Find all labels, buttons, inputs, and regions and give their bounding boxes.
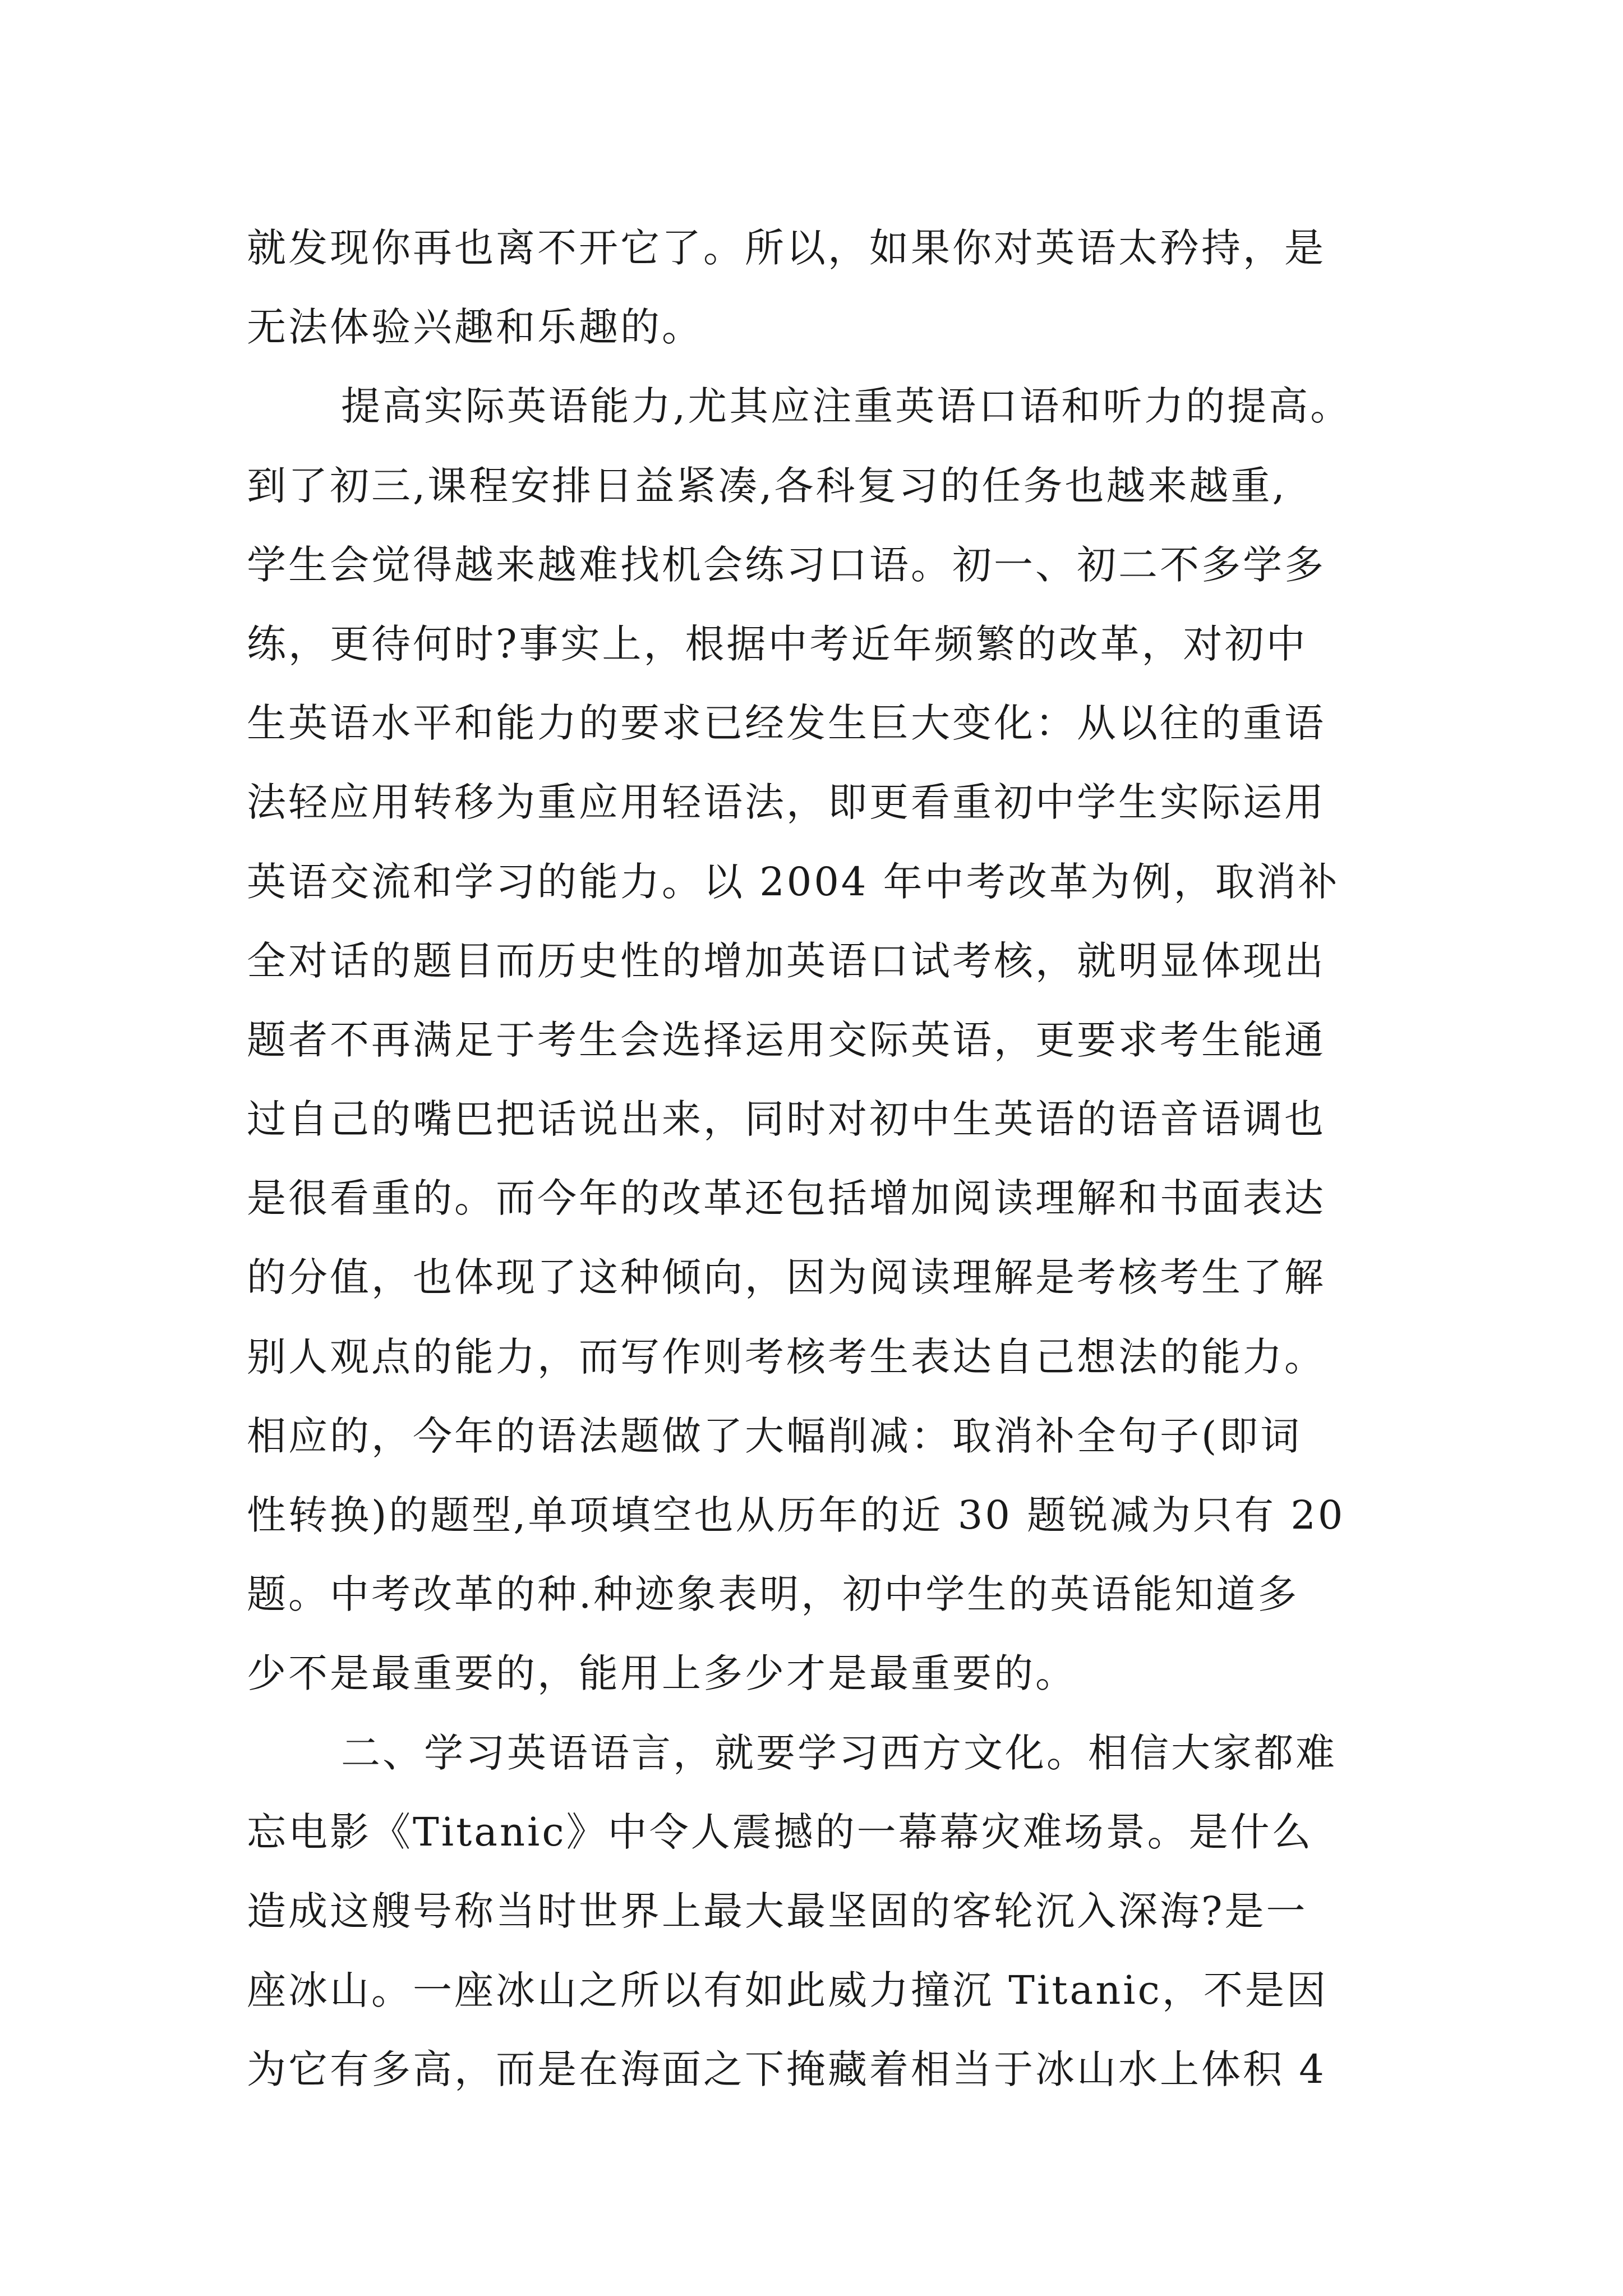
text-line: 过自己的嘴巴把话说出来，同时对初中生英语的语音语调也 bbox=[247, 1096, 1326, 1143]
text-line: 无法体验兴趣和乐趣的。 bbox=[247, 304, 703, 351]
text-line: 的分值，也体现了这种倾向，因为阅读理解是考核考生了解 bbox=[247, 1254, 1326, 1301]
text-line: 法轻应用转移为重应用轻语法，即更看重初中学生实际运用 bbox=[247, 779, 1326, 826]
text-line: 为它有多高，而是在海面之下掩藏着相当于冰山水上体积 4 bbox=[247, 2046, 1326, 2093]
text-line: 全对话的题目而历史性的增加英语口试考核，就明显体现出 bbox=[247, 937, 1326, 984]
body-text bbox=[247, 209, 1424, 2110]
paragraph-first-line: 提高实际英语能力,尤其应注重英语口语和听力的提高。 bbox=[341, 383, 1352, 430]
text-line: 到了初三,课程安排日益紧凑,各科复习的任务也越来越重, bbox=[247, 462, 1287, 509]
text-line: 生英语水平和能力的要求已经发生巨大变化：从以往的重语 bbox=[247, 700, 1326, 747]
text-line: 题。中考改革的种.种迹象表明，初中学生的英语能知道多 bbox=[247, 1571, 1299, 1618]
text-line: 性转换)的题型,单项填空也从历年的近 30 题锐减为只有 20 bbox=[247, 1492, 1345, 1538]
text-line: 题者不再满足于考生会选择运用交际英语，更要求考生能通 bbox=[247, 1016, 1326, 1063]
text-line: 学生会觉得越来越难找机会练习口语。初一、初二不多学多 bbox=[247, 541, 1326, 588]
text-line: 别人观点的能力，而写作则考核考生表达自己想法的能力。 bbox=[247, 1333, 1326, 1380]
text-line: 就发现你再也离不开它了。所以，如果你对英语太矜持，是 bbox=[247, 225, 1326, 271]
text-line: 少不是最重要的，能用上多少才是最重要的。 bbox=[247, 1650, 1077, 1697]
text-line: 相应的，今年的语法题做了大幅削减：取消补全句子(即词 bbox=[247, 1412, 1302, 1459]
text-line: 练，更待何时?事实上，根据中考近年频繁的改革，对初中 bbox=[247, 620, 1308, 667]
paragraph-first-line: 二、学习英语语言，就要学习西方文化。相信大家都难 bbox=[341, 1729, 1337, 1776]
text-line: 造成这艘号称当时世界上最大最坚固的客轮沉入深海?是一 bbox=[247, 1888, 1308, 1934]
text-line: 座冰山。一座冰山之所以有如此威力撞沉 Titanic，不是因 bbox=[247, 1967, 1328, 2014]
text-line: 英语交流和学习的能力。以 2004 年中考改革为例，取消补 bbox=[247, 858, 1340, 905]
text-line: 忘电影《Titanic》中令人震撼的一幕幕灾难场景。是什么 bbox=[247, 1809, 1313, 1855]
text-line: 是很看重的。而今年的改革还包括增加阅读理解和书面表达 bbox=[247, 1175, 1326, 1222]
